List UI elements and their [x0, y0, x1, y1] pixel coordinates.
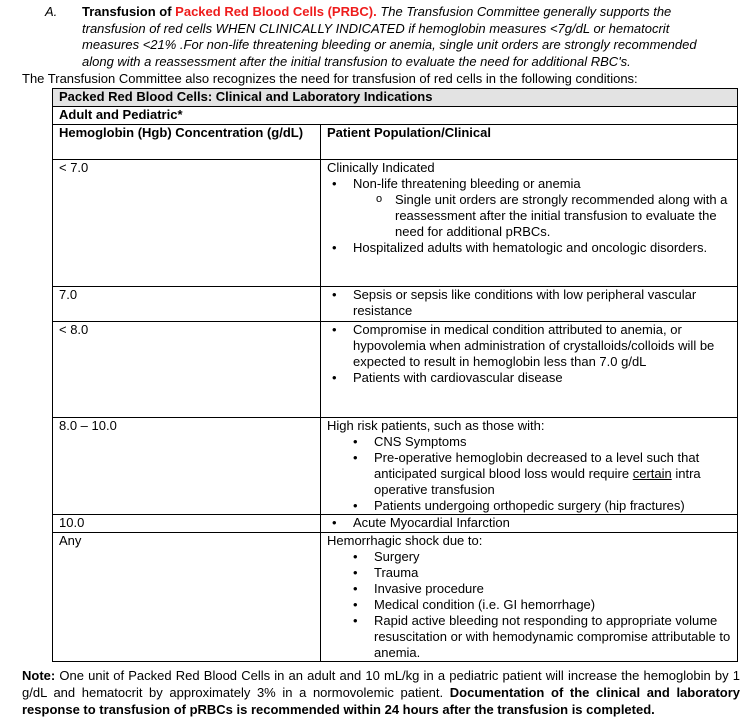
hgb-value: < 8.0	[53, 322, 321, 418]
population-cell	[321, 533, 738, 662]
list-item: • Acute Myocardial Infarction	[353, 515, 731, 531]
col-header-hgb: Hemoglobin (Hgb) Concentration (g/dL)	[53, 125, 321, 160]
list-item: • Compromise in medical condition attributed to anemia, or hypovolemia when administration of crystalloids/colloids will be expected to result in hemoglobin less than 7.0 g/dL	[353, 322, 731, 370]
row-heading: High risk patients, such as those with:	[327, 418, 545, 433]
list-item: • Patients undergoing orthopedic surgery (hip fractures)	[374, 498, 731, 514]
list-item: • CNS Symptoms	[374, 434, 731, 450]
table-row	[53, 287, 738, 322]
list-item: • Sepsis or sepsis like conditions with low peripheral vascular resistance	[353, 287, 731, 319]
table-row	[53, 418, 738, 515]
hgb-value: < 7.0	[53, 160, 321, 287]
hgb-value: 7.0	[53, 287, 321, 322]
list-item: • Trauma	[374, 565, 731, 581]
row-heading: Hemorrhagic shock due to:	[327, 533, 483, 548]
list-item: • Rapid active bleeding not responding to appropriate volume resuscitation or with hemodynamic compromise attributable to anemia.	[374, 613, 731, 661]
intro-text: The Transfusion Committee also recognizes the need for transfusion of red cells in the following conditions:	[22, 71, 638, 86]
indications-table	[52, 88, 738, 662]
note-label: Note:	[22, 668, 56, 683]
population-cell	[321, 287, 738, 322]
section-a-body: The Transfusion Committee generally supports the transfusion of red cells WHEN CLINICALLY INDICATED if hemoglobin measures <7g/dL or hematocrit measures <21% .For non-life threatening bleeding or anemia, single unit orders are strongly recommended along with a reassessment after the initial transfusion to evaluate the need for additional RBC's.	[82, 4, 697, 69]
section-a	[45, 4, 725, 70]
section-a-paragraph	[82, 4, 725, 70]
hgb-value: Any	[53, 533, 321, 662]
list-item: • Patients with cardiovascular disease	[353, 370, 731, 386]
hgb-value: 10.0	[53, 515, 321, 533]
table-row	[53, 322, 738, 418]
list-item: • Pre-operative hemoglobin decreased to a level such that anticipated surgical blood loss would require certain intra operative transfusion	[374, 450, 731, 498]
list-item: • Non-life threatening bleeding or anemia o Single unit orders are strongly recommended along with a reassessment after the initial transfusion to evaluate the need for additional pRBCs.	[353, 176, 731, 240]
list-item: • Invasive procedure	[374, 581, 731, 597]
population-cell	[321, 160, 738, 287]
table-title: Packed Red Blood Cells: Clinical and Laboratory Indications	[53, 89, 738, 107]
list-item: • Surgery	[374, 549, 731, 565]
col-header-population: Patient Population/Clinical	[321, 125, 738, 160]
note-text: One unit of Packed Red Blood Cells in an adult and 10 mL/kg in a pediatric patient will increase the hemoglobin by 1 g/dL and hematocrit by approximately 3% in a normovolemic patient.	[22, 668, 740, 700]
section-lead: Transfusion of	[82, 4, 176, 19]
table-row	[53, 160, 738, 287]
section-letter: A.	[45, 4, 58, 19]
table-row	[53, 533, 738, 662]
population-cell	[321, 418, 738, 515]
note-paragraph	[22, 667, 740, 718]
list-item: • Medical condition (i.e. GI hemorrhage)	[374, 597, 731, 613]
prbc-title: Packed Red Blood Cells (PRBC).	[175, 4, 377, 19]
hgb-value: 8.0 – 10.0	[53, 418, 321, 515]
list-item: o Single unit orders are strongly recommended along with a reassessment after the initial transfusion to evaluate the need for additional pRBCs.	[395, 192, 731, 240]
list-item: • Hospitalized adults with hematologic and oncologic disorders.	[353, 240, 731, 256]
population-cell	[321, 515, 738, 533]
population-cell	[321, 322, 738, 418]
note-bold-text: Documentation of the clinical and laboratory response to transfusion of pRBCs is recommended within 24 hours after the transfusion is completed.	[22, 685, 741, 717]
row-heading: Clinically Indicated	[327, 160, 435, 175]
table-row	[53, 515, 738, 533]
table-subtitle: Adult and Pediatric*	[53, 107, 738, 125]
